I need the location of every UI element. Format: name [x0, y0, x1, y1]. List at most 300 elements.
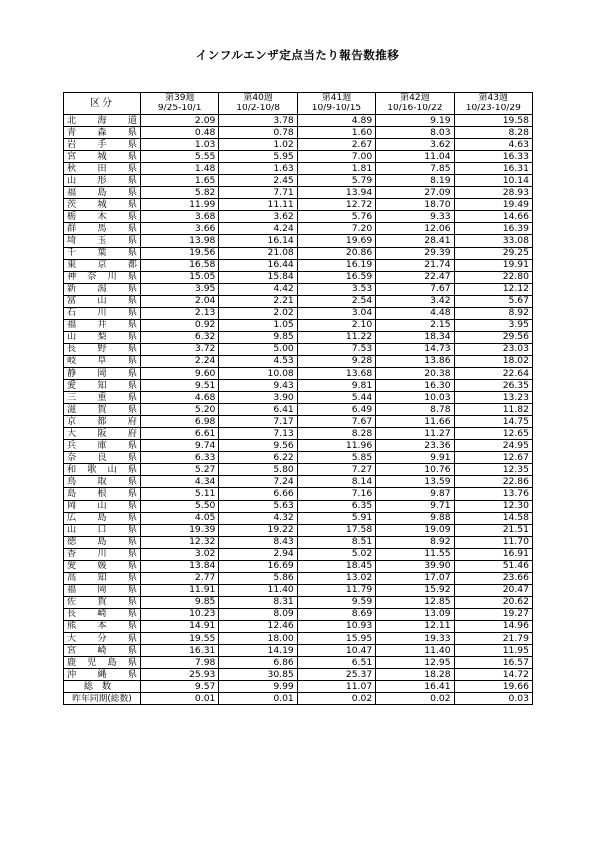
prefecture-name: 山口県: [64, 524, 141, 536]
report-value: 19.69: [297, 235, 375, 247]
previous-year-row: [64, 693, 533, 705]
report-value: 6.32: [141, 331, 219, 343]
prefecture-name: 神奈川県: [64, 271, 141, 283]
report-value: 11.40: [219, 584, 297, 596]
report-value: 3.04: [297, 307, 375, 319]
report-value: 7.27: [297, 464, 375, 476]
prefecture-name: 大分県: [64, 633, 141, 645]
report-value: 7.71: [219, 187, 297, 199]
report-value: 11.66: [376, 416, 454, 428]
report-value: 12.30: [454, 500, 532, 512]
report-value: 6.61: [141, 428, 219, 440]
report-value: 33.08: [454, 235, 532, 247]
prefecture-name: 秋田県: [64, 163, 141, 175]
table-row: [64, 211, 533, 223]
report-value: 9.71: [376, 500, 454, 512]
table-row: [64, 524, 533, 536]
prefecture-name: 奈良県: [64, 452, 141, 464]
report-value: 6.98: [141, 416, 219, 428]
report-value: 7.98: [141, 657, 219, 669]
week-label: 第42週: [376, 93, 454, 105]
report-value: 4.68: [141, 392, 219, 404]
report-value: 22.86: [454, 476, 532, 488]
total-value: 9.57: [141, 681, 219, 693]
report-value: 6.49: [297, 404, 375, 416]
report-value: 5.27: [141, 464, 219, 476]
table-row: [64, 380, 533, 392]
table-row: [64, 247, 533, 259]
report-value: 16.69: [219, 560, 297, 572]
report-value: 19.91: [454, 259, 532, 271]
report-value: 11.27: [376, 428, 454, 440]
report-value: 3.53: [297, 283, 375, 295]
report-value: 11.70: [454, 536, 532, 548]
report-value: 1.60: [297, 127, 375, 139]
report-value: 12.06: [376, 223, 454, 235]
report-value: 7.17: [219, 416, 297, 428]
report-value: 16.91: [454, 548, 532, 560]
report-value: 8.92: [454, 307, 532, 319]
report-value: 3.62: [219, 211, 297, 223]
table-row: [64, 452, 533, 464]
report-value: 7.00: [297, 151, 375, 163]
report-value: 5.44: [297, 392, 375, 404]
report-value: 20.62: [454, 596, 532, 608]
report-value: 3.66: [141, 223, 219, 235]
report-value: 28.41: [376, 235, 454, 247]
report-value: 13.02: [297, 572, 375, 584]
prefecture-name: 福島県: [64, 187, 141, 199]
report-value: 5.82: [141, 187, 219, 199]
report-value: 16.44: [219, 259, 297, 271]
report-value: 8.03: [376, 127, 454, 139]
table-row: [64, 633, 533, 645]
report-value: 12.67: [454, 452, 532, 464]
table-row: [64, 331, 533, 343]
report-value: 2.15: [376, 319, 454, 331]
report-value: 8.28: [297, 428, 375, 440]
report-value: 3.42: [376, 295, 454, 307]
report-value: 5.80: [219, 464, 297, 476]
table-row: [64, 620, 533, 632]
report-value: 22.64: [454, 367, 532, 379]
report-value: 4.48: [376, 307, 454, 319]
report-value: 19.09: [376, 524, 454, 536]
report-value: 28.93: [454, 187, 532, 199]
report-value: 13.59: [376, 476, 454, 488]
report-value: 2.09: [141, 115, 219, 127]
table-row: [64, 669, 533, 681]
total-label: 総数: [64, 681, 141, 693]
prefecture-name: 北海道: [64, 115, 141, 127]
report-value: 5.50: [141, 500, 219, 512]
report-value: 12.32: [141, 536, 219, 548]
previous-year-value: 0.03: [454, 693, 532, 705]
report-value: 3.02: [141, 548, 219, 560]
prefecture-name: 愛媛県: [64, 560, 141, 572]
report-value: 11.96: [297, 440, 375, 452]
week-label: 第43週: [454, 93, 532, 105]
prefecture-name: 佐賀県: [64, 596, 141, 608]
report-value: 2.10: [297, 319, 375, 331]
report-value: 14.66: [454, 211, 532, 223]
report-value: 23.03: [454, 343, 532, 355]
report-value: 18.00: [219, 633, 297, 645]
report-value: 19.27: [454, 608, 532, 620]
report-value: 16.14: [219, 235, 297, 247]
report-value: 30.85: [219, 669, 297, 681]
report-value: 5.11: [141, 488, 219, 500]
report-value: 18.34: [376, 331, 454, 343]
prefecture-name: 千葉県: [64, 247, 141, 259]
report-value: 4.34: [141, 476, 219, 488]
report-value: 23.36: [376, 440, 454, 452]
table-row: [64, 440, 533, 452]
table-row: [64, 464, 533, 476]
report-value: 10.23: [141, 608, 219, 620]
report-value: 8.14: [297, 476, 375, 488]
report-value: 17.07: [376, 572, 454, 584]
table-row: [64, 343, 533, 355]
report-value: 12.95: [376, 657, 454, 669]
report-value: 0.92: [141, 319, 219, 331]
prefecture-name: 福井県: [64, 319, 141, 331]
report-value: 19.55: [141, 633, 219, 645]
prefecture-name: 群馬県: [64, 223, 141, 235]
previous-year-value: 0.02: [376, 693, 454, 705]
prefecture-name: 鹿児島県: [64, 657, 141, 669]
report-value: 2.77: [141, 572, 219, 584]
week-label: 第41週: [297, 93, 375, 105]
report-value: 15.92: [376, 584, 454, 596]
table-row: [64, 295, 533, 307]
week-label-row: [64, 93, 533, 105]
prefecture-name: 富山県: [64, 295, 141, 307]
report-value: 20.86: [297, 247, 375, 259]
prefecture-name: 青森県: [64, 127, 141, 139]
prefecture-name: 島根県: [64, 488, 141, 500]
prefecture-name: 岩手県: [64, 139, 141, 151]
report-value: 9.56: [219, 440, 297, 452]
report-value: 2.45: [219, 175, 297, 187]
table-row: [64, 367, 533, 379]
report-value: 19.22: [219, 524, 297, 536]
report-value: 0.48: [141, 127, 219, 139]
report-value: 16.59: [297, 271, 375, 283]
report-value: 14.91: [141, 620, 219, 632]
report-value: 12.46: [219, 620, 297, 632]
previous-year-value: 0.01: [219, 693, 297, 705]
table-row: [64, 596, 533, 608]
report-value: 6.41: [219, 404, 297, 416]
report-value: 1.63: [219, 163, 297, 175]
report-value: 11.82: [454, 404, 532, 416]
report-value: 8.09: [219, 608, 297, 620]
report-value: 29.25: [454, 247, 532, 259]
week-label: 第40週: [219, 93, 297, 105]
prefecture-name: 兵庫県: [64, 440, 141, 452]
report-value: 16.57: [454, 657, 532, 669]
report-value: 6.86: [219, 657, 297, 669]
table-row: [64, 235, 533, 247]
report-value: 20.47: [454, 584, 532, 596]
prefecture-name: 宮崎県: [64, 645, 141, 657]
report-value: 9.85: [219, 331, 297, 343]
report-value: 27.09: [376, 187, 454, 199]
report-value: 9.91: [376, 452, 454, 464]
report-value: 25.93: [141, 669, 219, 681]
table-row: [64, 404, 533, 416]
total-value: 16.41: [376, 681, 454, 693]
table-row: [64, 355, 533, 367]
report-value: 11.91: [141, 584, 219, 596]
report-value: 10.76: [376, 464, 454, 476]
report-value: 29.39: [376, 247, 454, 259]
prefecture-name: 徳島県: [64, 536, 141, 548]
prefecture-name: 京都府: [64, 416, 141, 428]
report-value: 4.53: [219, 355, 297, 367]
report-value: 29.56: [454, 331, 532, 343]
week-date-range: 10/2-10/8: [219, 104, 297, 115]
report-value: 6.66: [219, 488, 297, 500]
report-value: 4.24: [219, 223, 297, 235]
report-value: 5.95: [219, 151, 297, 163]
report-value: 2.13: [141, 307, 219, 319]
report-value: 13.94: [297, 187, 375, 199]
report-value: 18.02: [454, 355, 532, 367]
report-value: 12.85: [376, 596, 454, 608]
previous-year-value: 0.01: [141, 693, 219, 705]
table-row: [64, 151, 533, 163]
report-value: 9.87: [376, 488, 454, 500]
prefecture-name: 茨城県: [64, 199, 141, 211]
report-value: 9.43: [219, 380, 297, 392]
report-value: 13.68: [297, 367, 375, 379]
report-value: 16.19: [297, 259, 375, 271]
report-value: 11.11: [219, 199, 297, 211]
report-value: 13.09: [376, 608, 454, 620]
report-value: 2.67: [297, 139, 375, 151]
table-row: [64, 175, 533, 187]
week-date-range: 10/9-10/15: [297, 104, 375, 115]
report-value: 1.65: [141, 175, 219, 187]
table-row: [64, 139, 533, 151]
report-value: 6.35: [297, 500, 375, 512]
report-value: 10.08: [219, 367, 297, 379]
prefecture-name: 三重県: [64, 392, 141, 404]
total-row: [64, 681, 533, 693]
report-value: 16.31: [454, 163, 532, 175]
prefecture-name: 和歌山県: [64, 464, 141, 476]
report-value: 7.85: [376, 163, 454, 175]
prefecture-name: 新潟県: [64, 283, 141, 295]
report-value: 7.16: [297, 488, 375, 500]
prefecture-name: 宮城県: [64, 151, 141, 163]
week-date-range: 10/23-10/29: [454, 104, 532, 115]
previous-year-value: 0.02: [297, 693, 375, 705]
report-value: 17.58: [297, 524, 375, 536]
prefecture-name: 鳥取県: [64, 476, 141, 488]
report-value: 11.22: [297, 331, 375, 343]
report-value: 19.58: [454, 115, 532, 127]
report-value: 8.92: [376, 536, 454, 548]
report-value: 8.78: [376, 404, 454, 416]
report-value: 19.39: [141, 524, 219, 536]
report-value: 22.80: [454, 271, 532, 283]
report-value: 16.31: [141, 645, 219, 657]
report-value: 19.56: [141, 247, 219, 259]
report-value: 12.12: [454, 283, 532, 295]
report-value: 18.45: [297, 560, 375, 572]
report-value: 18.28: [376, 669, 454, 681]
table-body: [64, 115, 533, 681]
report-value: 9.28: [297, 355, 375, 367]
report-value: 39.90: [376, 560, 454, 572]
report-value: 4.42: [219, 283, 297, 295]
report-value: 5.55: [141, 151, 219, 163]
report-value: 11.40: [376, 645, 454, 657]
report-value: 14.75: [454, 416, 532, 428]
report-value: 1.81: [297, 163, 375, 175]
table-row: [64, 187, 533, 199]
report-value: 8.28: [454, 127, 532, 139]
report-value: 14.72: [454, 669, 532, 681]
report-value: 10.03: [376, 392, 454, 404]
report-value: 9.51: [141, 380, 219, 392]
report-value: 5.91: [297, 512, 375, 524]
table-header: [64, 93, 533, 115]
table-row: [64, 488, 533, 500]
report-value: 7.24: [219, 476, 297, 488]
table-row: [64, 283, 533, 295]
table-row: [64, 319, 533, 331]
table-row: [64, 512, 533, 524]
report-value: 5.67: [454, 295, 532, 307]
report-value: 2.54: [297, 295, 375, 307]
report-value: 3.95: [141, 283, 219, 295]
report-value: 12.35: [454, 464, 532, 476]
report-value: 51.46: [454, 560, 532, 572]
table-row: [64, 500, 533, 512]
report-value: 13.23: [454, 392, 532, 404]
table-row: [64, 127, 533, 139]
report-value: 7.20: [297, 223, 375, 235]
prefecture-name: 愛知県: [64, 380, 141, 392]
report-value: 9.85: [141, 596, 219, 608]
report-value: 3.95: [454, 319, 532, 331]
report-value: 13.86: [376, 355, 454, 367]
report-value: 21.74: [376, 259, 454, 271]
report-value: 9.59: [297, 596, 375, 608]
report-value: 16.33: [454, 151, 532, 163]
table-row: [64, 199, 533, 211]
report-value: 16.58: [141, 259, 219, 271]
report-value: 5.02: [297, 548, 375, 560]
table-row: [64, 548, 533, 560]
table-row: [64, 584, 533, 596]
report-value: 15.84: [219, 271, 297, 283]
report-value: 1.48: [141, 163, 219, 175]
report-value: 4.05: [141, 512, 219, 524]
report-value: 8.43: [219, 536, 297, 548]
region-column-header: 区分: [64, 93, 141, 115]
prefecture-name: 福岡県: [64, 584, 141, 596]
week-label: 第39週: [141, 93, 219, 105]
report-value: 5.85: [297, 452, 375, 464]
table-footer: [64, 681, 533, 705]
report-value: 26.35: [454, 380, 532, 392]
report-value: 19.49: [454, 199, 532, 211]
prefecture-name: 沖縄県: [64, 669, 141, 681]
prefecture-name: 熊本県: [64, 620, 141, 632]
report-value: 5.86: [219, 572, 297, 584]
table-row: [64, 560, 533, 572]
report-value: 1.03: [141, 139, 219, 151]
prefecture-name: 長崎県: [64, 608, 141, 620]
prefecture-name: 香川県: [64, 548, 141, 560]
report-value: 3.62: [376, 139, 454, 151]
prefecture-name: 滋賀県: [64, 404, 141, 416]
report-value: 5.63: [219, 500, 297, 512]
prefecture-name: 岐阜県: [64, 355, 141, 367]
report-value: 4.63: [454, 139, 532, 151]
report-value: 14.73: [376, 343, 454, 355]
total-value: 19.66: [454, 681, 532, 693]
report-value: 1.05: [219, 319, 297, 331]
report-value: 23.66: [454, 572, 532, 584]
report-value: 13.84: [141, 560, 219, 572]
report-value: 14.19: [219, 645, 297, 657]
report-value: 7.13: [219, 428, 297, 440]
report-value: 3.90: [219, 392, 297, 404]
report-value: 11.99: [141, 199, 219, 211]
report-value: 22.47: [376, 271, 454, 283]
report-value: 3.68: [141, 211, 219, 223]
report-value: 15.95: [297, 633, 375, 645]
report-value: 5.20: [141, 404, 219, 416]
report-value: 7.67: [376, 283, 454, 295]
report-value: 9.88: [376, 512, 454, 524]
report-value: 1.02: [219, 139, 297, 151]
report-value: 8.69: [297, 608, 375, 620]
prefecture-name: 山梨県: [64, 331, 141, 343]
report-value: 12.65: [454, 428, 532, 440]
report-value: 9.60: [141, 367, 219, 379]
report-value: 9.74: [141, 440, 219, 452]
table-row: [64, 416, 533, 428]
table-row: [64, 163, 533, 175]
report-value: 4.32: [219, 512, 297, 524]
prefecture-name: 広島県: [64, 512, 141, 524]
report-value: 10.14: [454, 175, 532, 187]
table-row: [64, 307, 533, 319]
table-row: [64, 608, 533, 620]
report-value: 2.02: [219, 307, 297, 319]
report-value: 2.04: [141, 295, 219, 307]
report-value: 8.51: [297, 536, 375, 548]
report-value: 2.24: [141, 355, 219, 367]
table-row: [64, 271, 533, 283]
table-row: [64, 223, 533, 235]
table-row: [64, 428, 533, 440]
report-value: 6.33: [141, 452, 219, 464]
page-title: インフルエンザ定点当たり報告数推移: [195, 48, 400, 62]
report-value: 5.00: [219, 343, 297, 355]
table-row: [64, 115, 533, 127]
report-value: 11.79: [297, 584, 375, 596]
report-value: 14.58: [454, 512, 532, 524]
report-value: 6.51: [297, 657, 375, 669]
